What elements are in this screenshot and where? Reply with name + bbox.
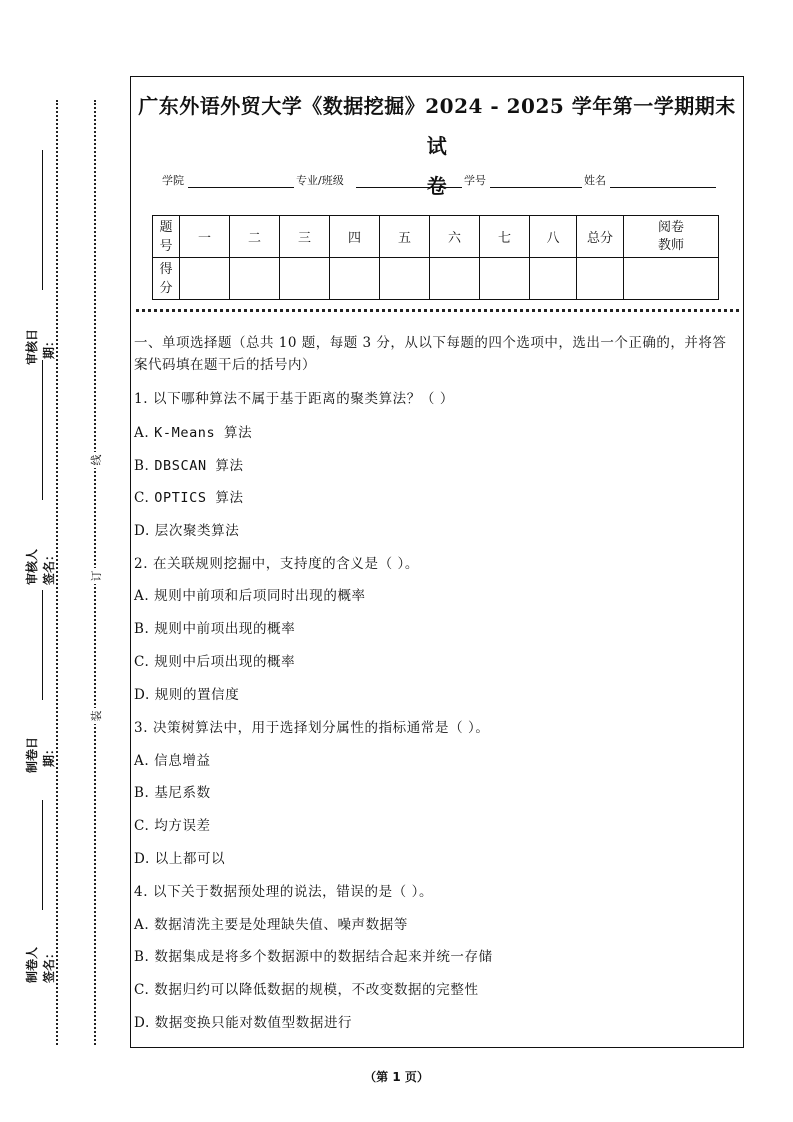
setter-date-line bbox=[42, 590, 43, 700]
dotted-separator bbox=[136, 309, 739, 312]
name-field[interactable] bbox=[610, 187, 716, 188]
col-header: 四 bbox=[330, 216, 380, 258]
option-text: 数据集成是将多个数据源中的数据结合起来并统一存储 bbox=[154, 949, 493, 965]
option-text: 规则中前项出现的概率 bbox=[154, 621, 296, 637]
setter-sign-line bbox=[42, 800, 43, 910]
option-letter: B. bbox=[134, 458, 150, 474]
score-table-score-row bbox=[153, 258, 719, 300]
option-letter: A. bbox=[134, 425, 150, 441]
score-cell[interactable] bbox=[430, 258, 480, 300]
option-text: DBSCAN 算法 bbox=[154, 458, 244, 474]
option-a[interactable] bbox=[134, 421, 252, 441]
option-d[interactable] bbox=[134, 683, 239, 703]
option-letter: C. bbox=[134, 818, 150, 834]
review-date-label: 审核日期： bbox=[25, 329, 56, 366]
score-char1: 得 bbox=[159, 261, 173, 277]
option-letter: A. bbox=[134, 917, 150, 933]
option-c[interactable] bbox=[134, 650, 295, 670]
option-c[interactable] bbox=[134, 978, 479, 998]
option-text: K-Means 算法 bbox=[154, 425, 253, 441]
question-no-char2: 号 bbox=[159, 238, 173, 254]
score-cell[interactable] bbox=[380, 258, 430, 300]
option-a[interactable] bbox=[134, 584, 366, 604]
question-no-char1: 题 bbox=[159, 219, 173, 235]
option-text: 均方误差 bbox=[154, 818, 211, 834]
reviewer-header bbox=[624, 216, 719, 258]
college-field[interactable] bbox=[188, 187, 294, 188]
review-date-line bbox=[42, 150, 43, 290]
name-label: 姓名 bbox=[584, 174, 606, 187]
option-c[interactable] bbox=[134, 486, 244, 506]
score-table-header-row bbox=[153, 216, 719, 258]
total-score-cell[interactable] bbox=[577, 258, 624, 300]
option-letter: D. bbox=[134, 523, 150, 539]
setter-sign-label: 制卷人签名： bbox=[25, 947, 56, 984]
option-b[interactable] bbox=[134, 617, 295, 637]
option-text: 数据变换只能对数值型数据进行 bbox=[154, 1015, 353, 1031]
option-b[interactable] bbox=[134, 945, 493, 965]
col-header: 八 bbox=[530, 216, 577, 258]
option-letter: B. bbox=[134, 949, 150, 965]
option-text: 以上都可以 bbox=[154, 851, 226, 867]
option-letter: C. bbox=[134, 654, 150, 670]
score-label bbox=[153, 258, 180, 300]
student-id-field[interactable] bbox=[490, 187, 582, 188]
question-no-label bbox=[153, 216, 180, 258]
option-b[interactable] bbox=[134, 454, 244, 474]
outer-dotted-line bbox=[56, 100, 58, 1045]
option-text: 数据清洗主要是处理缺失值、噪声数据等 bbox=[154, 917, 408, 933]
section-heading: 一、单项选择题（总共 10 题，每题 3 分，从以下每题的四个选项中，选出一个正确的，并将答案代码填在题干后的括号内） bbox=[134, 335, 727, 373]
reviewer-sign-label: 审核人签名： bbox=[25, 549, 56, 586]
binding-char-line: 线 bbox=[88, 452, 104, 468]
option-a[interactable] bbox=[134, 749, 211, 769]
option-text: 规则中后项出现的概率 bbox=[154, 654, 296, 670]
option-b[interactable] bbox=[134, 781, 211, 801]
option-letter: B. bbox=[134, 621, 150, 637]
score-cell[interactable] bbox=[530, 258, 577, 300]
col-header-total: 总分 bbox=[577, 216, 624, 258]
reviewer-cell[interactable] bbox=[624, 258, 719, 300]
score-table bbox=[152, 215, 719, 300]
score-cell[interactable] bbox=[480, 258, 530, 300]
option-letter: A. bbox=[134, 588, 150, 604]
col-header: 一 bbox=[180, 216, 230, 258]
option-letter: B. bbox=[134, 785, 150, 801]
option-letter: D. bbox=[134, 851, 150, 867]
reviewer-line2: 教师 bbox=[657, 237, 684, 253]
option-text: 层次聚类算法 bbox=[154, 523, 240, 539]
student-info-row bbox=[162, 172, 722, 192]
setter-date-label: 制卷日期： bbox=[25, 737, 56, 774]
option-text: 数据归约可以降低数据的规模，不改变数据的完整性 bbox=[154, 982, 479, 998]
option-text: 规则中前项和后项同时出现的概率 bbox=[154, 588, 366, 604]
option-letter: C. bbox=[134, 490, 150, 506]
option-letter: D. bbox=[134, 687, 150, 703]
col-header: 二 bbox=[230, 216, 280, 258]
option-letter: C. bbox=[134, 982, 150, 998]
exam-title-line1: 广东外语外贸大学《数据挖掘》2024 - 2025 学年第一学期期末试 bbox=[138, 94, 736, 158]
col-header: 六 bbox=[430, 216, 480, 258]
score-cell[interactable] bbox=[230, 258, 280, 300]
option-text: 规则的置信度 bbox=[154, 687, 240, 703]
option-text: 基尼系数 bbox=[154, 785, 211, 801]
option-text: OPTICS 算法 bbox=[154, 490, 244, 506]
question-stem: 1. 以下哪种算法不属于基于距离的聚类算法？（ ） bbox=[134, 391, 454, 407]
binding-char-staple: 订 bbox=[88, 568, 104, 584]
option-d[interactable] bbox=[134, 519, 239, 539]
major-class-label: 专业/班级 bbox=[296, 174, 344, 187]
reviewer-line1: 阅卷 bbox=[657, 219, 684, 235]
option-text: 信息增益 bbox=[154, 753, 211, 769]
college-label: 学院 bbox=[162, 174, 184, 187]
page-number: （第 1 页） bbox=[364, 1070, 429, 1084]
question-stem: 4. 以下关于数据预处理的说法，错误的是（ ）。 bbox=[134, 884, 434, 900]
col-header: 七 bbox=[480, 216, 530, 258]
reviewer-sign-line bbox=[42, 360, 43, 500]
option-d[interactable] bbox=[134, 847, 225, 867]
option-c[interactable] bbox=[134, 814, 211, 834]
option-d[interactable] bbox=[134, 1011, 352, 1031]
col-header: 五 bbox=[380, 216, 430, 258]
option-letter: A. bbox=[134, 753, 150, 769]
exam-title-line2: 卷 bbox=[426, 174, 448, 198]
question-stem: 3. 决策树算法中，用于选择划分属性的指标通常是（ ）。 bbox=[134, 720, 490, 736]
major-class-field[interactable] bbox=[356, 187, 462, 188]
score-cell[interactable] bbox=[180, 258, 230, 300]
score-cell[interactable] bbox=[330, 258, 380, 300]
col-header: 三 bbox=[280, 216, 330, 258]
question-stem: 2. 在关联规则挖掘中，支持度的含义是（ ）。 bbox=[134, 556, 420, 572]
option-a[interactable] bbox=[134, 913, 408, 933]
student-id-label: 学号 bbox=[464, 174, 486, 187]
option-letter: D. bbox=[134, 1015, 150, 1031]
score-char2: 分 bbox=[159, 280, 173, 296]
binding-char-bind: 装 bbox=[88, 708, 104, 724]
score-cell[interactable] bbox=[280, 258, 330, 300]
